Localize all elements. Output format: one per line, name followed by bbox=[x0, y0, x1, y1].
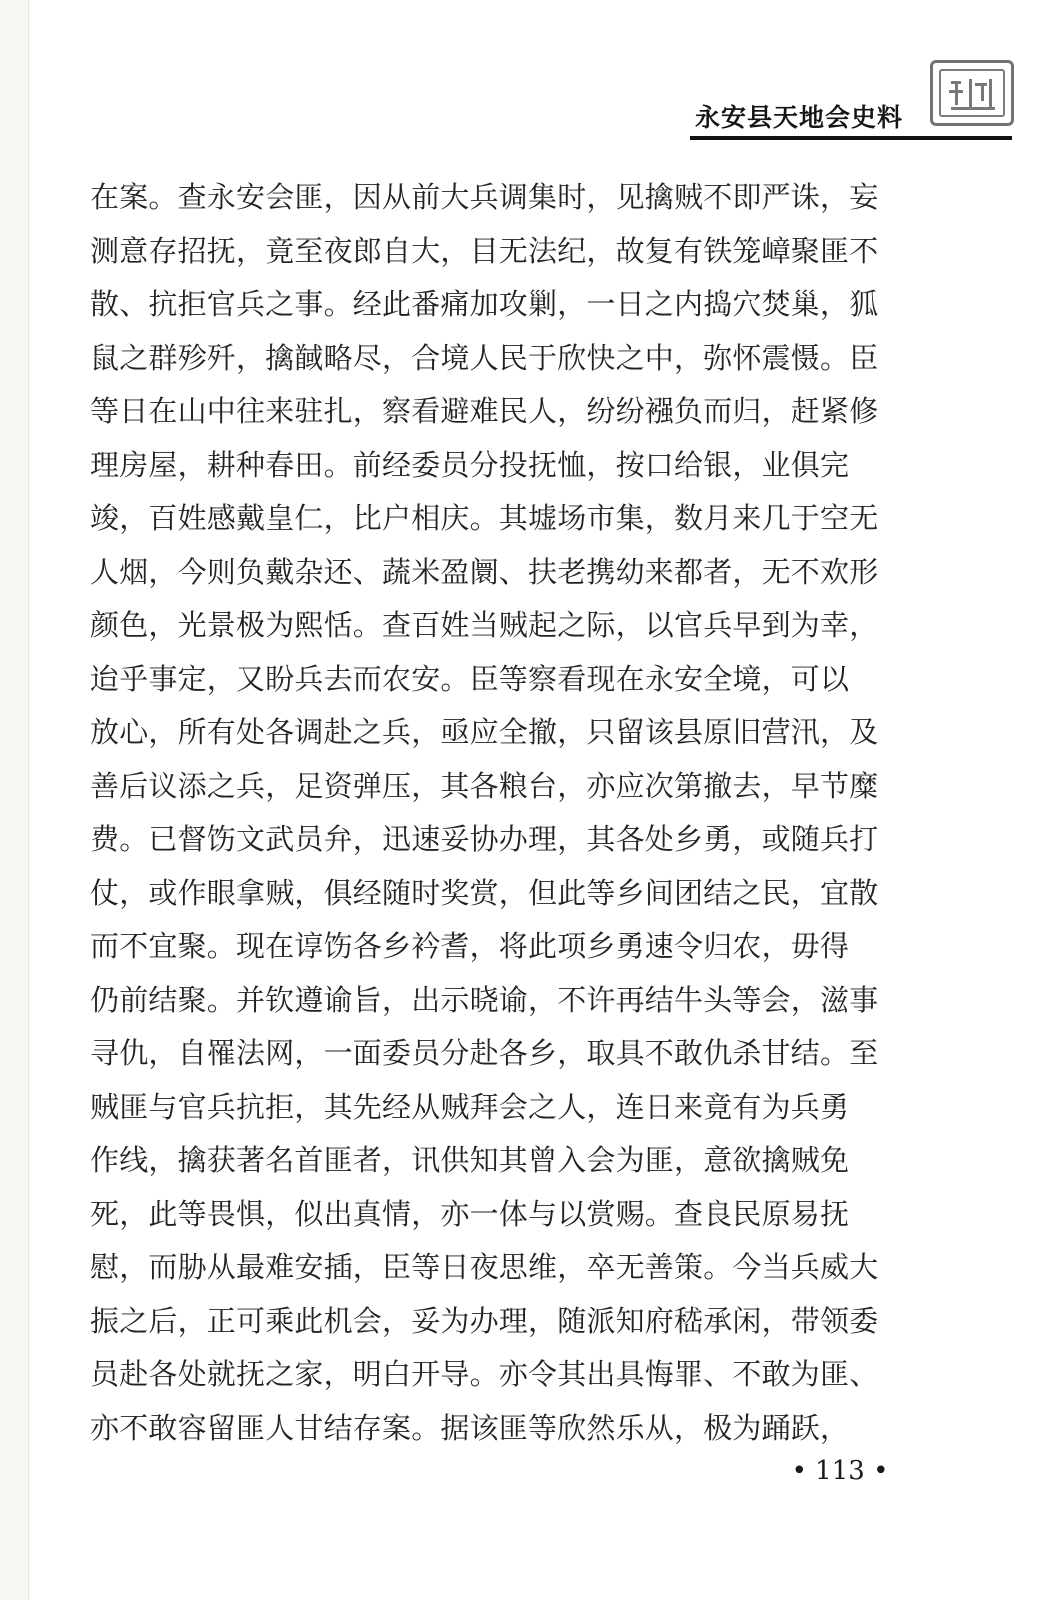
main-text bbox=[90, 171, 902, 1455]
text-line: 仗，或作眼拿贼，俱经随时奖赏，但此等乡间团结之民，宜散 bbox=[90, 875, 879, 910]
header-rule bbox=[690, 136, 1012, 140]
page-edge bbox=[0, 0, 29, 1600]
text-line: 振之后，正可乘此机会，妥为办理，随派知府嵇承闲，带领委 bbox=[90, 1303, 879, 1338]
text-line: 作线，擒获著名首匪者，讯供知其曾入会为匪，意欲擒贼免 bbox=[90, 1143, 850, 1177]
text-line: 人烟，今则负戴杂还、蔬米盈阛、扶老携幼来都者，无不欢形 bbox=[90, 554, 879, 589]
text-line: 慰，而胁从最难安插，臣等日夜思维，卒无善策。今当兵威大 bbox=[90, 1250, 879, 1284]
text-line: 仍前结聚。并钦遵谕旨，出示晓谕，不许再结牛头等会，滋事 bbox=[90, 982, 879, 1017]
page-number: • 113 • bbox=[791, 1456, 889, 1486]
text-line: 在案。查永安会匪，因从前大兵调集时，见擒贼不即严诛，妄 bbox=[90, 180, 879, 214]
text-line: 理房屋，耕种春田。前经委员分投抚恤，按口给银，业俱完 bbox=[90, 447, 850, 482]
text-line: 寻仇，自罹法网，一面委员分赴各乡，取具不敢仇杀甘结。至 bbox=[90, 1036, 879, 1070]
text-line: 亦不敢容留匪人甘结存案。据该匪等欣然乐从，极为踊跃， bbox=[90, 1410, 850, 1445]
text-line: 而不宜聚。现在谆饬各乡衿耆，将此项乡勇速令归农，毋得 bbox=[90, 929, 850, 963]
text-line: 散、抗拒官兵之事。经此番痛加攻剿，一日之内捣穴焚巢，狐 bbox=[90, 287, 879, 321]
text-line: 死，此等畏惧，似出真情，亦一体与以赏赐。查良民原易抚 bbox=[90, 1196, 850, 1231]
header-title: 永安县天地会史料 bbox=[695, 103, 904, 132]
text-line: 放心，所有处各调赴之兵，亟应全撤，只留该县原旧营汛，及 bbox=[90, 715, 879, 749]
text-line: 费。已督饬文武员弁，迅速妥协办理，其各处乡勇，或随兵打 bbox=[90, 822, 879, 856]
text-line: 贼匪与官兵抗拒，其先经从贼拜会之人，连日来竟有为兵勇 bbox=[90, 1089, 850, 1124]
text-line: 竣，百姓感戴皇仁，比户相庆。其墟场市集，数月来几于空无 bbox=[90, 501, 879, 535]
text-line: 颜色，光景极为熙恬。查百姓当贼起之际，以官兵早到为幸， bbox=[90, 608, 879, 642]
text-line: 迨乎事定，又盼兵去而农安。臣等察看现在永安全境，可以 bbox=[90, 661, 850, 696]
text-line: 员赴各处就抚之家，明白开导。亦令其出具悔罪、不敢为匪、 bbox=[90, 1357, 879, 1391]
text-line: 善后议添之兵，足资弹压，其各粮台，亦应次第撤去，早节糜 bbox=[90, 768, 879, 803]
running-header bbox=[695, 98, 1015, 134]
text-line: 等日在山中往来驻扎，察看避难民人，纷纷襁负而归，赶紧修 bbox=[90, 394, 879, 428]
text-line: 测意存招抚，竟至夜郎自大，目无法纪，故复有铁笼嶂聚匪不 bbox=[90, 233, 879, 268]
text-line: 鼠之群殄歼，擒馘略尽，合境人民于欣快之中，弥怀震慑。臣 bbox=[90, 340, 879, 375]
